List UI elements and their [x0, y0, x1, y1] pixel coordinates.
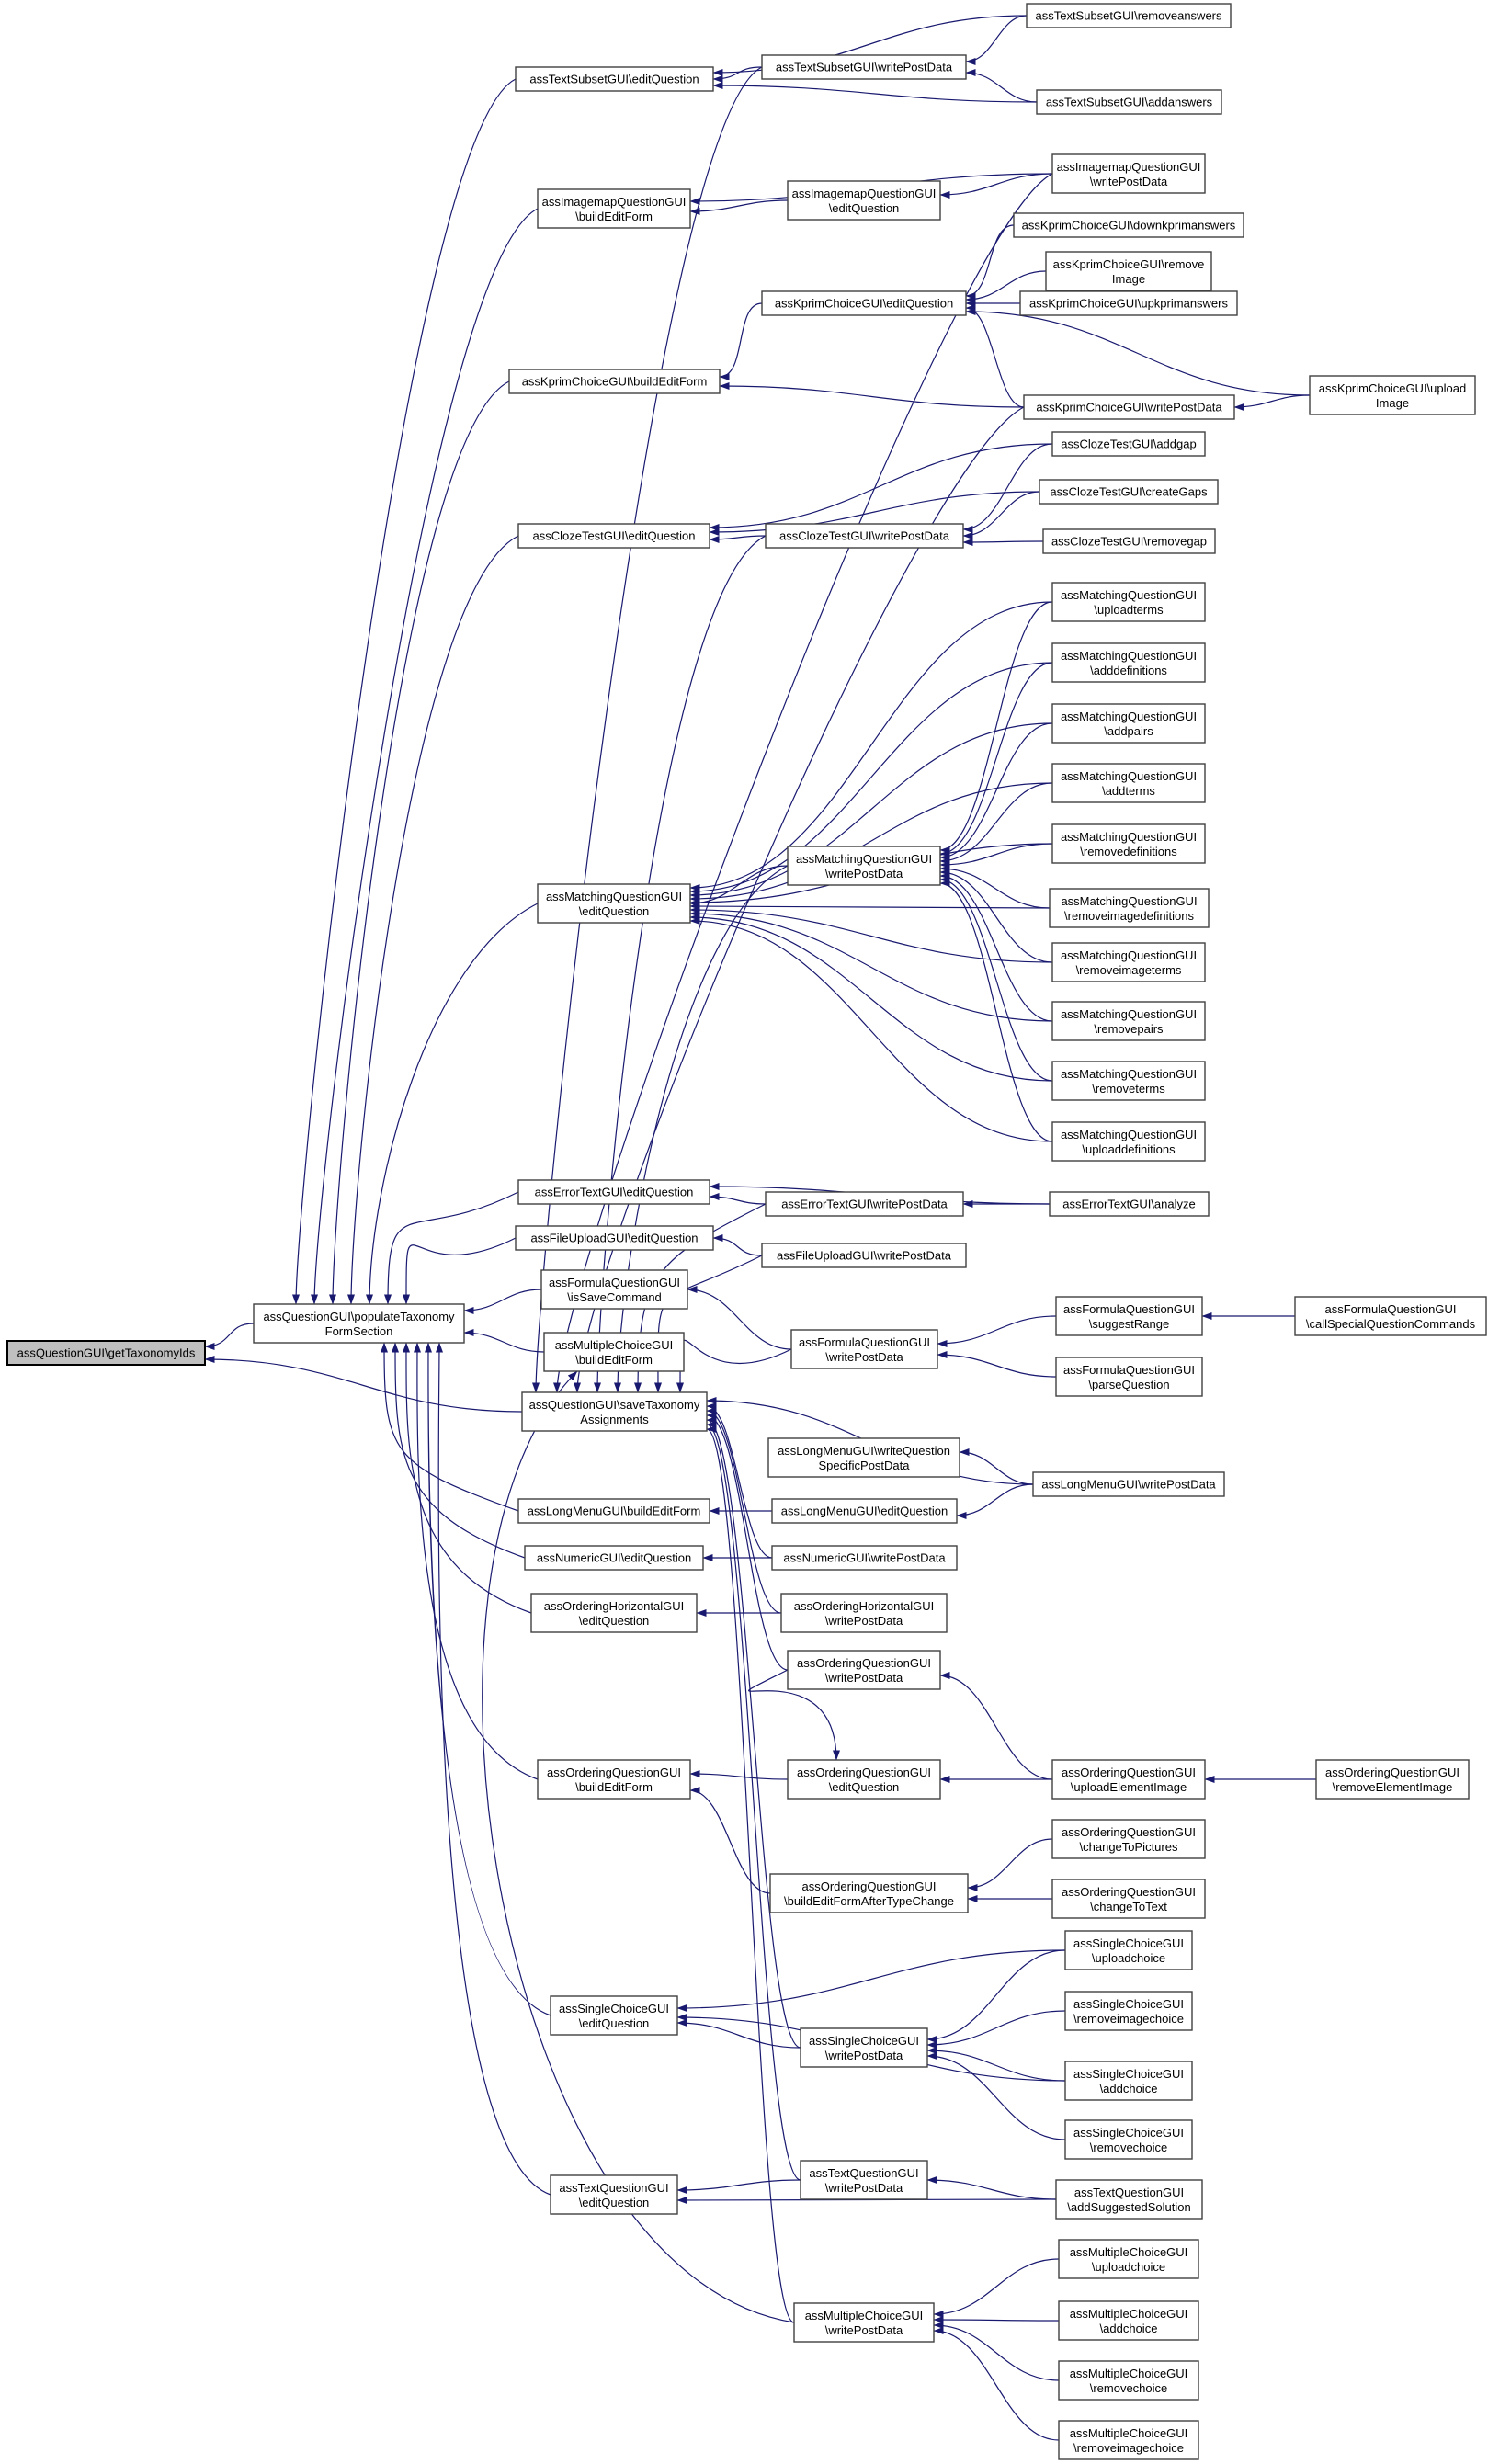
edge-G1-E3 [966, 312, 1310, 395]
graph-node-assclozetestgui-addgap[interactable] [1052, 432, 1205, 456]
edge-F20-E5 [940, 883, 1052, 1141]
graph-node-label: assClozeTestGUI\createGaps [1050, 484, 1208, 499]
edge-F7-D3 [720, 386, 1024, 407]
graph-node-label: assMatchingQuestionGUI \removeimagedefinitions [1061, 894, 1198, 923]
edge-E8-D10 [680, 1340, 791, 1392]
graph-node-assmultiplechoicegui-addchoice[interactable] [1059, 2301, 1198, 2340]
graph-node-asstextsubsetgui-addanswers[interactable] [1037, 90, 1221, 114]
graph-node-label: assTextSubsetGUI\removeanswers [1035, 8, 1222, 23]
graph-node-assmatchingquestiongui-removeimagedefinitions[interactable] [1050, 889, 1209, 927]
graph-node-assmatchingquestiongui-adddefinitions[interactable] [1052, 643, 1205, 682]
graph-node-assmatchingquestiongui-removepairs[interactable] [1052, 1002, 1205, 1040]
graph-node-label: assClozeTestGUI\editQuestion [532, 528, 696, 543]
graph-node-label: assMatchingQuestionGUI \uploaddefinitions [1060, 1128, 1198, 1156]
edge-D9-B [464, 1333, 544, 1352]
edge-F35-E18 [934, 2325, 1059, 2380]
edge-D15-B [428, 1343, 551, 2015]
edge-F15-E5 [940, 844, 1052, 865]
graph-node-asstextsubsetgui-removeanswers[interactable] [1027, 4, 1231, 28]
edge-F24-E10 [957, 1484, 1033, 1516]
edge-F23-E8 [937, 1355, 1056, 1377]
edge-F16-D5 [690, 906, 1050, 908]
graph-node-assmatchingquestiongui-uploaddefinitions[interactable] [1052, 1122, 1205, 1161]
graph-node-label: assErrorTextGUI\editQuestion [534, 1185, 694, 1199]
graph-node-assorderingquestiongui-buildeditform[interactable] [538, 1760, 690, 1799]
graph-node-assorderingquestiongui-changetotext[interactable] [1052, 1879, 1205, 1918]
edge-E15-D14 [690, 1790, 770, 1893]
edge-D14-B [417, 1343, 538, 1779]
graph-node-label: assClozeTestGUI\removegap [1051, 534, 1208, 549]
edge-D4-B [351, 536, 518, 1304]
graph-node-label: assSingleChoiceGUI \uploadchoice [1073, 1936, 1184, 1965]
graph-node-label: assClozeTestGUI\addgap [1061, 437, 1197, 451]
edge-E11-D10 [707, 1406, 772, 1558]
graph-node-assmultiplechoicegui-writepostdata[interactable] [794, 2303, 934, 2342]
graph-node-label: assMatchingQuestionGUI \adddefinitions [1060, 649, 1198, 677]
graph-node-label: assImagemapQuestionGUI \writePostData [1056, 160, 1201, 188]
edge-F36-E18 [934, 2331, 1059, 2440]
graph-node-label: assMatchingQuestionGUI \removeimageterms [1060, 948, 1198, 977]
graph-node-label: assOrderingQuestionGUI \uploadElementImage [1062, 1766, 1196, 1794]
edge-F28-E16 [927, 1950, 1065, 2039]
graph-node-asssinglechoicegui-removeimagechoice[interactable] [1065, 1992, 1192, 2030]
graph-node-label: assKprimChoiceGUI\writePostData [1036, 400, 1222, 414]
graph-node-assfileuploadgui-writepostdata[interactable] [762, 1243, 966, 1267]
graph-node-assfileuploadgui-editquestion[interactable] [516, 1226, 713, 1250]
graph-node-assformulaquestiongui-issavecommand[interactable] [541, 1270, 687, 1309]
edge-E8-D8 [687, 1289, 791, 1349]
graph-node-asstextsubsetgui-editquestion[interactable] [516, 67, 713, 91]
graph-node-label: assOrderingQuestionGUI \editQuestion [797, 1766, 931, 1794]
graph-node-label: assMatchingQuestionGUI \removedefinitions [1060, 830, 1198, 858]
graph-node-assmatchingquestiongui-removeimageterms[interactable] [1052, 943, 1205, 982]
graph-node-asserrortextgui-analyze[interactable] [1050, 1192, 1209, 1216]
graph-node-asstextquestiongui-writepostdata[interactable] [801, 2161, 927, 2199]
graph-node-assclozetestgui-removegap[interactable] [1043, 529, 1215, 553]
graph-node-assimagemapquestiongui-buildeditform[interactable] [538, 189, 690, 228]
nodes-layer [7, 4, 1486, 2459]
graph-node-label: assErrorTextGUI\writePostData [781, 1197, 948, 1211]
edge-D16-B [438, 1343, 551, 2195]
graph-node-assimagemapquestiongui-editquestion[interactable] [788, 181, 940, 220]
edge-B-A [205, 1323, 254, 1346]
graph-node-label: assOrderingHorizontalGUI \editQuestion [543, 1599, 685, 1628]
graph-node-label: assOrderingQuestionGUI \removeElementImage [1325, 1766, 1460, 1794]
edge-E4-D4 [710, 536, 766, 539]
graph-node-label: assFormulaQuestionGUI \callSpecialQuestionCommands [1305, 1302, 1476, 1331]
graph-node-assformulaquestiongui-writepostdata[interactable] [791, 1330, 937, 1368]
graph-node-label: assKprimChoiceGUI\upkprimanswers [1028, 296, 1229, 311]
edge-E14-D14 [690, 1774, 788, 1779]
graph-node-assformulaquestiongui-suggestrange[interactable] [1056, 1297, 1202, 1335]
graph-node-assorderingquestiongui-removeelementimage[interactable] [1316, 1760, 1469, 1799]
edge-F19-D5 [690, 917, 1052, 1081]
edge-F13-E5 [940, 723, 1052, 857]
graph-node-label: assMatchingQuestionGUI \writePostData [795, 852, 933, 880]
edge-E7-D7 [713, 1238, 762, 1255]
graph-node-asssinglechoicegui-writepostdata[interactable] [801, 2028, 927, 2067]
edge-D8-B [464, 1289, 541, 1311]
edge-F11-D5 [690, 602, 1052, 888]
edge-F1-E1 [966, 16, 1027, 62]
edge-F8-D4 [710, 444, 1052, 528]
graph-node-label: assLongMenuGUI\editQuestion [780, 1504, 948, 1518]
graph-node-assmatchingquestiongui-removeterms[interactable] [1052, 1062, 1205, 1100]
graph-node-label: assClozeTestGUI\writePostData [779, 528, 949, 543]
graph-node-assmatchingquestiongui-editquestion[interactable] [538, 884, 690, 923]
graph-node-label: assImagemapQuestionGUI \buildEditForm [541, 195, 687, 223]
edge-D6-B [388, 1192, 518, 1304]
graph-node-assmatchingquestiongui-uploadterms[interactable] [1052, 583, 1205, 621]
graph-node-label: assOrderingQuestionGUI \buildEditFormAfterTypeChange [784, 1879, 954, 1908]
graph-node-label: assOrderingQuestionGUI \changeToText [1062, 1885, 1196, 1913]
graph-node-label: assSingleChoiceGUI \removeimagechoice [1073, 1997, 1184, 2026]
graph-node-label: assSingleChoiceGUI \addchoice [1073, 2067, 1184, 2095]
graph-node-asskprimchoicegui-removeimage[interactable] [1046, 252, 1211, 290]
edge-F31-E16 [927, 2056, 1065, 2140]
edge-F19-E5 [940, 880, 1052, 1081]
graph-node-label: assErrorTextGUI\analyze [1062, 1197, 1196, 1211]
graph-node-label: assMatchingQuestionGUI \removepairs [1060, 1007, 1198, 1036]
edge-G1-F7 [1234, 395, 1310, 407]
edge-F30-E16 [927, 2050, 1065, 2081]
graph-node-label: assTextSubsetGUI\editQuestion [529, 72, 699, 86]
graph-node-label: assMultipleChoiceGUI \addchoice [1069, 2307, 1188, 2335]
graph-node-label: assNumericGUI\writePostData [783, 1550, 946, 1565]
edge-E6-D6 [710, 1197, 766, 1204]
graph-node-asslongmenugui-buildeditform[interactable] [518, 1499, 710, 1523]
edge-F12-E5 [940, 663, 1052, 854]
graph-node-label: assQuestionGUI\populateTaxonomy FormSection [263, 1310, 455, 1338]
graph-node-label: assLongMenuGUI\writePostData [1041, 1477, 1216, 1492]
edge-F33-E18 [934, 2259, 1059, 2314]
graph-node-label: assKprimChoiceGUI\buildEditForm [521, 374, 708, 389]
graph-node-assformulaquestiongui-parsequestion[interactable] [1056, 1357, 1202, 1396]
graph-node-assmatchingquestiongui-writepostdata[interactable] [788, 846, 940, 885]
edge-F7-E3 [966, 308, 1024, 407]
edge-F11-E5 [940, 602, 1052, 850]
edge-D12-B [395, 1343, 525, 1558]
graph-node-assquestiongui-savetaxonomyassignments[interactable] [522, 1392, 707, 1431]
graph-node-label: assMultipleChoiceGUI \removeimagechoice [1069, 2426, 1188, 2455]
graph-node-assmatchingquestiongui-removedefinitions[interactable] [1052, 824, 1205, 863]
edge-E5-D5 [690, 866, 788, 903]
graph-node-asskprimchoicegui-downkprimanswers[interactable] [1014, 213, 1244, 237]
edge-D7-B [406, 1238, 516, 1304]
edge-F26-E15 [968, 1839, 1052, 1888]
edge-F32-E17 [927, 2180, 1056, 2199]
graph-node-assorderingquestiongui-editquestion[interactable] [788, 1760, 940, 1799]
graph-node-assorderinghorizontalgui-writepostdata[interactable] [781, 1594, 947, 1632]
graph-node-label: assFormulaQuestionGUI \writePostData [798, 1335, 931, 1364]
graph-node-label: assFormulaQuestionGUI \parseQuestion [1062, 1363, 1196, 1391]
graph-node-asssinglechoicegui-uploadchoice[interactable] [1065, 1931, 1192, 1970]
graph-node-assmatchingquestiongui-addterms[interactable] [1052, 764, 1205, 802]
graph-node-assclozetestgui-writepostdata[interactable] [766, 524, 963, 548]
graph-node-label: assOrderingQuestionGUI \buildEditForm [547, 1766, 681, 1794]
graph-node-assorderinghorizontalgui-editquestion[interactable] [531, 1594, 697, 1632]
graph-node-label: assKprimChoiceGUI\editQuestion [774, 296, 954, 311]
graph-node-label: assLongMenuGUI\writeQuestion SpecificPostData [778, 1444, 950, 1472]
graph-node-label: assFileUploadGUI\editQuestion [530, 1231, 699, 1245]
edge-E17-D10 [707, 1425, 801, 2180]
edge-F28-D15 [677, 1950, 1065, 2008]
graph-node-label: assSingleChoiceGUI \editQuestion [559, 2002, 669, 2030]
edge-F18-E5 [940, 876, 1052, 1021]
edge-E2-D2 [690, 200, 788, 211]
edge-D10-A [205, 1359, 522, 1412]
edge-F2-D1 [713, 85, 1037, 102]
graph-node-label: assNumericGUI\editQuestion [536, 1550, 692, 1565]
edge-F20-D5 [690, 921, 1052, 1141]
graph-node-label: assTextQuestionGUI \writePostData [809, 2166, 919, 2195]
graph-node-asskprimchoicegui-upkprimanswers[interactable] [1020, 291, 1237, 315]
graph-node-assorderingquestiongui-buildeditformaftertypechange[interactable] [770, 1874, 968, 1913]
graph-node-assmultiplechoicegui-buildeditform[interactable] [544, 1333, 684, 1371]
graph-node-label: assMultipleChoiceGUI \removechoice [1069, 2367, 1188, 2395]
graph-node-assquestiongui-populatetaxonomyformsection[interactable] [254, 1304, 464, 1343]
edge-F24-E9 [960, 1452, 1033, 1484]
graph-node-assnumericgui-editquestion[interactable] [525, 1546, 703, 1570]
graph-node-label: assMultipleChoiceGUI \writePostData [804, 2309, 924, 2337]
graph-node-asssinglechoicegui-addchoice[interactable] [1065, 2061, 1192, 2100]
graph-node-asskprimchoicegui-editquestion[interactable] [762, 291, 966, 315]
edge-F34-E18 [934, 2320, 1059, 2321]
graph-node-assquestiongui-gettaxonomyids[interactable] [7, 1341, 205, 1365]
graph-node-label: assSingleChoiceGUI \writePostData [809, 2034, 919, 2062]
graph-node-label: assTextSubsetGUI\writePostData [775, 60, 953, 74]
edge-F16-E5 [940, 869, 1050, 908]
edge-E3-D3 [720, 303, 762, 377]
graph-node-label: assMatchingQuestionGUI \addterms [1060, 769, 1198, 798]
graph-node-label: assTextQuestionGUI \editQuestion [559, 2181, 669, 2209]
graph-node-assimagemapquestiongui-writepostdata[interactable] [1052, 154, 1205, 193]
graph-node-assclozetestgui-editquestion[interactable] [518, 524, 710, 548]
graph-node-assmultiplechoicegui-removechoice[interactable] [1059, 2361, 1198, 2400]
graph-node-asslongmenugui-editquestion[interactable] [772, 1499, 957, 1523]
edge-F29-E16 [927, 2011, 1065, 2045]
graph-node-label: assKprimChoiceGUI\upload Image [1318, 381, 1467, 410]
graph-node-label: assFormulaQuestionGUI \isSaveCommand [548, 1276, 681, 1304]
graph-node-label: assTextSubsetGUI\addanswers [1045, 95, 1213, 109]
graph-node-label: assKprimChoiceGUI\downkprimanswers [1021, 218, 1236, 233]
graph-node-asssinglechoicegui-removechoice[interactable] [1065, 2120, 1192, 2159]
edge-F22-E8 [937, 1316, 1056, 1344]
graph-node-asskprimchoicegui-writepostdata[interactable] [1024, 395, 1234, 419]
graph-node-label: assKprimChoiceGUI\remove Image [1052, 257, 1205, 286]
graph-node-label: assMatchingQuestionGUI \addpairs [1060, 710, 1198, 738]
graph-node-label: assOrderingHorizontalGUI \writePostData [793, 1599, 935, 1628]
graph-node-label: assMultipleChoiceGUI \uploadchoice [1069, 2245, 1188, 2274]
edge-F10-E4 [963, 541, 1043, 542]
graph-node-label: assImagemapQuestionGUI \editQuestion [791, 187, 937, 215]
edge-D11-B [384, 1343, 518, 1511]
graph-node-label: assFormulaQuestionGUI \suggestRange [1062, 1302, 1196, 1331]
edge-D1-B [296, 79, 516, 1304]
graph-node-label: assMatchingQuestionGUI \uploadterms [1060, 588, 1198, 617]
graph-node-label: assMultipleChoiceGUI \buildEditForm [554, 1338, 674, 1367]
graph-node-asskprimchoicegui-uploadimage[interactable] [1310, 376, 1475, 414]
edge-F14-E5 [940, 783, 1052, 861]
graph-node-asserrortextgui-writepostdata[interactable] [766, 1192, 963, 1216]
graph-node-label: assQuestionGUI\saveTaxonomy Assignments [528, 1398, 700, 1426]
graph-node-label: assLongMenuGUI\buildEditForm [527, 1504, 701, 1518]
graph-node-asslongmenugui-writequestionspecificpostdata[interactable] [768, 1438, 960, 1477]
graph-node-assmultiplechoicegui-uploadchoice[interactable] [1059, 2240, 1198, 2278]
edge-D13-B [406, 1343, 531, 1613]
graph-node-assorderingquestiongui-changetopictures[interactable] [1052, 1820, 1205, 1858]
graph-node-asstextquestiongui-editquestion[interactable] [551, 2175, 677, 2214]
graph-node-label: assTextQuestionGUI \addSuggestedSolution [1067, 2186, 1191, 2214]
graph-node-asslongmenugui-writepostdata[interactable] [1033, 1472, 1224, 1496]
graph-node-asstextquestiongui-addsuggestedsolution[interactable] [1056, 2180, 1202, 2219]
graph-node-assmatchingquestiongui-addpairs[interactable] [1052, 704, 1205, 743]
graph-node-label: assFileUploadGUI\writePostData [776, 1248, 952, 1263]
edge-F2-E1 [966, 73, 1037, 102]
graph-node-asskprimchoicegui-buildeditform[interactable] [509, 369, 720, 393]
graph-node-assnumericgui-writepostdata[interactable] [772, 1546, 957, 1570]
graph-node-asstextsubsetgui-writepostdata[interactable] [762, 55, 966, 79]
graph-node-asserrortextgui-editquestion[interactable] [518, 1180, 710, 1204]
graph-node-label: assOrderingQuestionGUI \changeToPictures [1062, 1825, 1196, 1854]
graph-node-label: assMatchingQuestionGUI \editQuestion [545, 890, 683, 918]
graph-node-label: assSingleChoiceGUI \removechoice [1073, 2126, 1184, 2154]
edge-E4-D10 [597, 536, 766, 1392]
edge-F25-E13 [940, 1675, 1052, 1779]
edge-E17-D16 [677, 2180, 801, 2190]
graph-node-asssinglechoicegui-editquestion[interactable] [551, 1996, 677, 2035]
graph-node-assorderingquestiongui-writepostdata[interactable] [788, 1651, 940, 1689]
graph-node-label: assMatchingQuestionGUI \removeterms [1060, 1067, 1198, 1096]
graph-node-assorderingquestiongui-uploadelementimage[interactable] [1052, 1760, 1205, 1799]
edge-D2-B [314, 209, 538, 1304]
graph-node-label: assQuestionGUI\getTaxonomyIds [17, 1346, 196, 1360]
graph-node-assformulaquestiongui-callspecialquestioncommands[interactable] [1295, 1297, 1486, 1335]
graph-node-assmultiplechoicegui-removeimagechoice[interactable] [1059, 2421, 1198, 2459]
graph-node-assclozetestgui-creategaps[interactable] [1039, 480, 1218, 504]
graph-node-label: assOrderingQuestionGUI \writePostData [797, 1656, 931, 1685]
edge-D5-B [369, 903, 538, 1304]
